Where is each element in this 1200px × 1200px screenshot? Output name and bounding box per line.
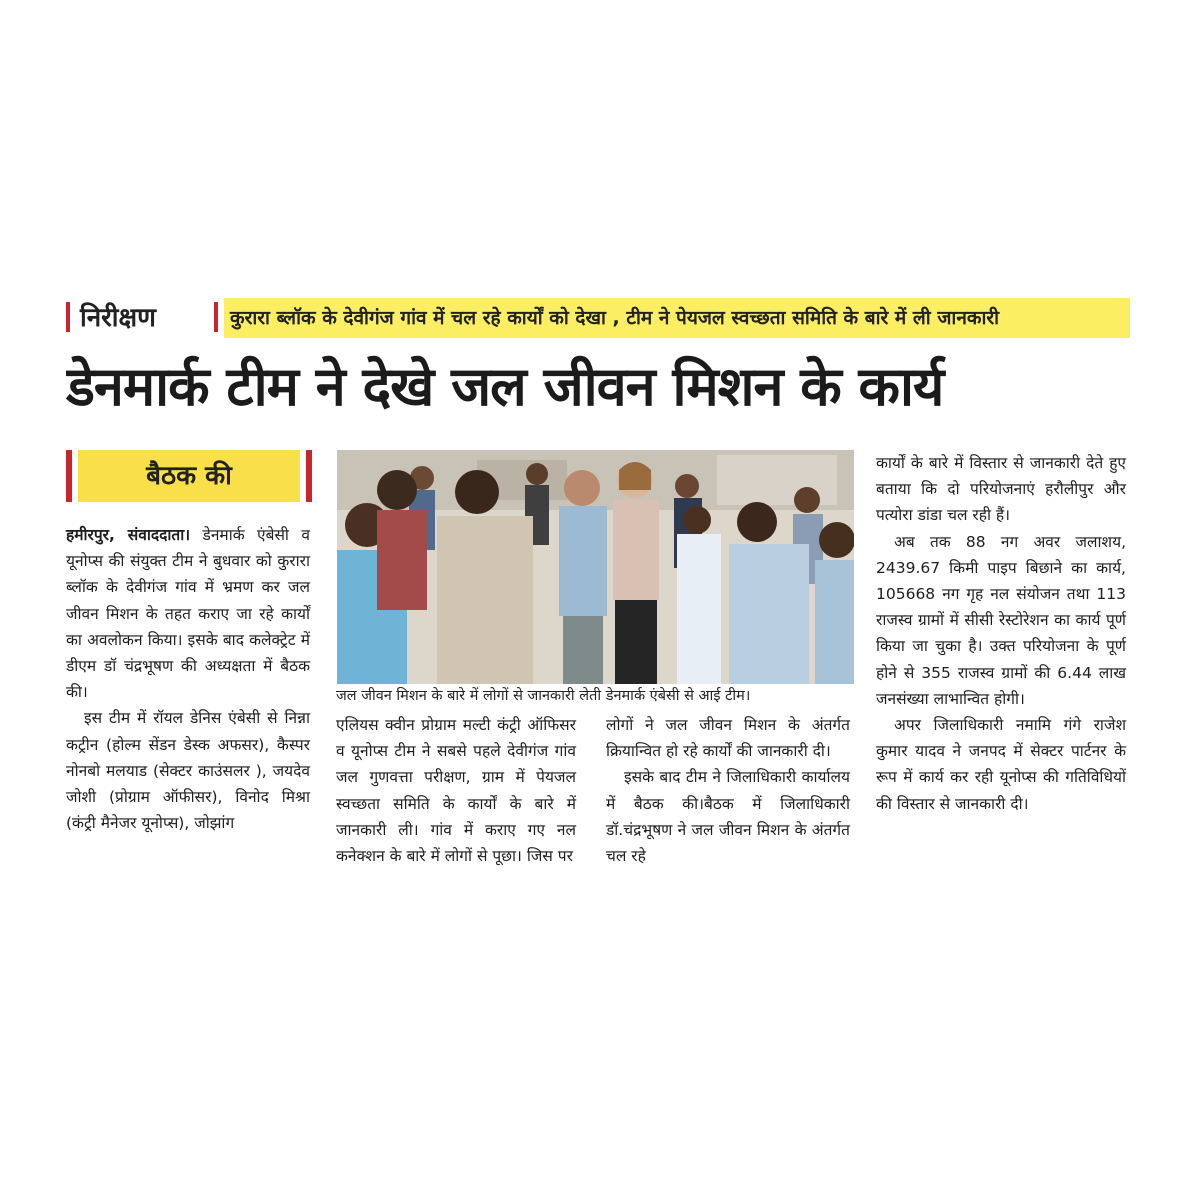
kicker-bar-left [66, 302, 70, 332]
article-column-2 [336, 712, 576, 869]
article-column-3 [606, 712, 850, 869]
subhead-label: बैठक की [78, 450, 300, 502]
kicker-line [66, 296, 1132, 340]
paragraph: एलियस क्वीन प्रोग्राम मल्टी कंट्री ऑफिसर व यूनोप्स टीम ने सबसे पहले देवीगंज गांव जल गुणवत्ता परीक्षण, ग्राम में पेयजल स्वच्छता समिति के कार्यों के बारे में जानकारी ली। गांव में कराए गए नल कनेक्शन के बारे में लोगों से पूछा। जिस पर [336, 716, 576, 866]
article-column-4 [876, 450, 1126, 817]
subhead-bar-left [66, 450, 72, 502]
section-label: निरीक्षण [80, 303, 156, 333]
kicker-subheadline: कुरारा ब्लॉक के देवीगंज गांव में चल रहे कार्यों को देखा , टीम ने पेयजल स्वच्छता समिति के बारे में ली जानकारी [224, 298, 1130, 338]
paragraph: लोगों ने जल जीवन मिशन के अंतर्गत क्रियान्वित हो रहे कार्यों की जानकारी दी। [606, 716, 850, 761]
subhead-bar-right [306, 450, 312, 502]
paragraph-text: डेनमार्क एंबेसी व यूनोप्स की संयुक्त टीम ने बुधवार को कुरारा ब्लॉक के देवीगंज गांव में भ्रमण कर जल जीवन मिशन के तहत कराए जा रहे कार्यों का अवलोकन किया। इसके बाद कलेक्ट्रेट में डीएम डॉ चंद्रभूषण की अध्यक्षता में बैठक की। [66, 526, 310, 702]
news-photo [337, 450, 854, 684]
paragraph: इसके बाद टीम ने जिलाधिकारी कार्यालय में बैठक की।बैठक में जिलाधिकारी डॉ.चंद्रभूषण ने जल जीवन मिशन के अंतर्गत चल रहे [606, 768, 850, 866]
subhead-box [66, 450, 312, 502]
photo-caption: जल जीवन मिशन के बारे में लोगों से जानकारी लेती डेनमार्क एंबेसी से आई टीम। [336, 688, 751, 704]
paragraph: अपर जिलाधिकारी नमामि गंगे राजेश कुमार यादव ने जनपद में सेक्टर पार्टनर के रूप में कार्य कर रही यूनोप्स की गतिविधियों की विस्तार से जानकारी दी। [876, 716, 1126, 813]
paragraph: इस टीम में रॉयल डेनिस एंबेसी से निन्ना कट्रीन (होल्म सेंडन डेस्क अफसर), कैस्पर नोनबो मलयाड (सेक्टर काउंसलर ), जयदेव जोशी (प्रोग्राम ऑफीसर), विनोद मिश्रा (कंट्री मैनेजर यूनोप्स), जोझांग [66, 709, 310, 833]
dateline: हमीरपुर, संवाददाता। [66, 526, 191, 544]
paragraph [66, 522, 310, 705]
news-photo-illustration [337, 450, 854, 684]
article-column-1 [66, 522, 310, 836]
paragraph: कार्यों के बारे में विस्तार से जानकारी देते हुए बताया कि दो परियोजनाएं हरौलीपुर और पत्योरा डांडा चल रही हैं। [876, 454, 1126, 525]
headline: डेनमार्क टीम ने देखे जल जीवन मिशन के कार्य [66, 355, 944, 418]
paragraph: अब तक 88 नग अवर जलाशय, 2439.67 किमी पाइप बिछाने का कार्य, 105668 नग गृह नल संयोजन तथा 113 राजस्व ग्रामों में सीसी रेस्टोरेशन का कार्य पूर्ण किया जा चुका है। उक्त परियोजना के पूर्ण होने से 355 राजस्व ग्रामों की 6.44 लाख जनसंख्या लाभान्वित होगी। [876, 532, 1126, 708]
kicker-bar-divider [214, 302, 218, 332]
